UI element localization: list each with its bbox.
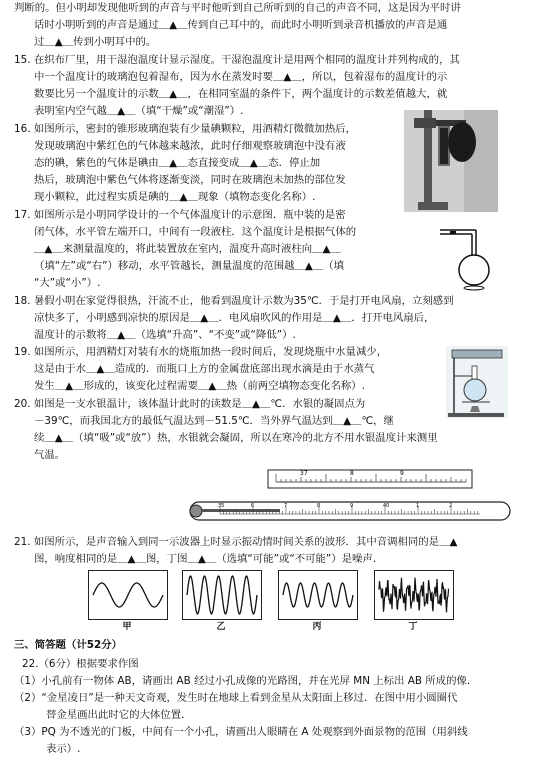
sine-wave-icon: [279, 571, 357, 619]
boiling-flask-figure: [446, 346, 508, 418]
question-21: [14, 534, 536, 568]
q16-line-1: 如图所示，密封的锥形玻璃泡装有少量碘颗粒，用酒精灯微微加热后，: [33, 123, 356, 135]
q17-line-4: （填“左”或“右”）移动，水平管越长，测量温度的范围越＿▲＿（填: [34, 260, 345, 272]
q18-number: 18.: [14, 295, 31, 307]
thermometer-top-label: 9: [400, 470, 404, 477]
question-14: [14, 0, 536, 51]
thermometer-bottom-label: 35: [218, 503, 225, 509]
thermometer-bottom-label: 8: [317, 503, 321, 509]
q17-line-2: 闭气体，水平管左端开口，中间有一段液柱．这个温度计是根据气体的: [34, 226, 357, 238]
q22-item-2: （2）“金星凌日”是一种天文奇观，发生时在地球上看到金星从太阳面上移过．在图中用小圆圈代: [14, 692, 458, 704]
q15-line-3: 数要比另一个温度计的示数＿▲＿，在相同室温的条件下，两个温度计的示数差值越大，就: [34, 88, 448, 100]
sine-wave-icon: [89, 571, 167, 619]
waveform-label-jia: 甲: [122, 622, 132, 632]
q20-line-1: 如图是一支水银温计，该体温计此时的读数是＿▲＿℃．水银的凝固点为: [33, 398, 366, 410]
q20-number: 20.: [14, 398, 31, 410]
waveform-panel-yi: [182, 570, 262, 620]
q14-line-1: 判断的。但小明却发现他听到的声音与平时他听到自己所听到的自己的声音不同，这是因为平时讲: [14, 2, 461, 14]
question-20: [14, 396, 434, 430]
q22-item-3-cont: 表示）.: [46, 743, 81, 755]
q19-line-3: 发生＿▲＿形成的，该变化过程需要＿▲＿热（前两空填物态变化名称）.: [34, 380, 366, 392]
sine-wave-icon: [183, 571, 261, 619]
question-16: [14, 121, 399, 206]
question-18: [14, 293, 536, 344]
q18-line-2: 凉快多了，小明感到凉快的原因是＿▲＿．电风扇吹风的作用是＿▲＿．打开电风扇后，: [34, 312, 435, 324]
thermometer-top-label: 8: [350, 470, 354, 477]
question-19: [14, 344, 434, 395]
q14-line-2: 话时小明听到的声音是通过＿▲＿传到自己耳中的，而此时小明听到录音机播放的声音是通: [34, 19, 448, 31]
noise-wave-icon: [375, 571, 453, 619]
q18-line-1: 暑假小明在家觉得很热，汗流不止，他看到温度计示数为35℃．于是打开电风扇，立刻感到: [33, 295, 454, 307]
flask-icon: [432, 222, 498, 292]
q15-line-4: 表明室内空气越＿▲＿（填“干燥”或“潮湿”）.: [34, 105, 244, 117]
q16-line-4: 热后，玻璃泡中紫色气体将逐渐变淡，同时在玻璃泡未加热的部位发: [34, 174, 346, 186]
clinical-thermometer-figure: [180, 466, 520, 526]
waveform-label-ding: 丁: [408, 622, 418, 632]
question-17: [14, 207, 414, 292]
q21-number: 21.: [14, 536, 31, 548]
q19-line-1: 如图所示，用酒精灯对装有水的烧瓶加热一段时间后，发现烧瓶中水量减少，: [33, 346, 388, 358]
q17-line-1: 如图所示是小明同学设计的一个气体温度计的示意图．瓶中装的是密: [33, 209, 346, 221]
q17-line-5: “大”或“小”）.: [34, 277, 101, 289]
waveform-panel-bing: [278, 570, 358, 620]
q20-line-3: 续＿▲＿（填“吸”或“放”）热，水银就会凝固，所以在寒冷的北方不用水银温度计来测里: [34, 432, 438, 444]
thermometer-bottom-label: 40: [383, 503, 390, 509]
thermometer-top-label: 37: [300, 470, 308, 477]
q16-line-5: 现小颗粒，此过程实质是碘的＿▲＿现象（填物态变化名称）.: [34, 191, 316, 203]
q15-line-2: 中一个温度计的玻璃泡包着湿布，因为水在蒸发时要＿▲＿，所以，包着湿布的温度计的示: [34, 71, 448, 83]
gas-thermometer-figure: [432, 222, 498, 292]
waveform-panel-ding: [374, 570, 454, 620]
q14-line-3: 过＿▲＿传到小明耳中的。: [34, 36, 157, 48]
q19-number: 19.: [14, 346, 31, 358]
q19-line-2: 这是由于水＿▲＿造成的．而瓶口上方的金属盘底部出现水滴是由于水蒸气: [34, 363, 375, 375]
thermometer-bottom-label: 2: [449, 503, 453, 509]
q20-line-4: 气温。: [34, 449, 66, 461]
q22-item-1: （1）小孔前有一物体 AB，请画出 AB 经过小孔成像的光路图，并在光屏 MN 上标出 AB 所成的像.: [14, 675, 471, 687]
q16-line-2: 发现玻璃泡中紫红色的气体越来越浓，此时仔细观察玻璃泡中没有液: [34, 140, 346, 152]
question-22: [14, 656, 536, 758]
iodine-heating-figure: [404, 110, 498, 212]
q22-head: 22.（6分）根据要求作图: [22, 658, 139, 670]
flask-stand-icon: [446, 346, 508, 418]
thermometer-bottom-label: 6: [251, 503, 255, 509]
q18-line-3: 温度计的示数将＿▲＿（选填“升高”、“不变”或“降低”）.: [34, 329, 296, 341]
q16-number: 16.: [14, 123, 31, 135]
thermometer-bottom-label: 9: [350, 503, 354, 509]
waveform-label-bing: 丙: [312, 622, 322, 632]
q15-line-1: 在织布厂里，用干湿泡温度计显示湿度。干湿泡温度计是用两个相同的温度计并列构成的，其: [33, 54, 460, 66]
thermometer-bottom-label: 1: [416, 503, 420, 509]
q21-line-2: 图，响度相同的是＿▲＿图，丁图＿▲＿（选填“可能”或“不可能”）是噪声．: [34, 553, 384, 565]
section-3-title: 三、简答题（计52分）: [14, 639, 122, 651]
waveform-label-yi: 乙: [216, 622, 226, 632]
q16-line-3: 态的碘，紫色的气体是碘由＿▲＿态直接变成＿▲＿态．停止加: [34, 157, 321, 169]
q22-item-2-cont: 替金星画出此时它的大体位置．: [46, 709, 192, 721]
question-20-cont: [14, 430, 536, 464]
q21-line-1: 如图所示，是声音输入到同一示波器上时显示振动情时间关系的波形．其中音调相同的是＿▲: [33, 536, 458, 548]
q17-line-3: ＿▲＿来测量温度的，将此装置放在室内，温度升高时液柱向＿▲＿: [34, 243, 341, 255]
thermometer-icon: [180, 466, 520, 526]
section-3: [14, 637, 536, 654]
thermometer-bottom-label: 7: [284, 503, 288, 509]
waveform-panel-jia: [88, 570, 168, 620]
q15-number: 15.: [14, 54, 31, 66]
q22-item-3: （3）PQ 为不透光的门板，中间有一个小孔，请画出人眼睛在 A 处观察到外面景物的范围（用斜线: [14, 726, 468, 738]
q20-line-2: －39℃，而我国北方的最低气温达到－51.5℃．当外界气温达到＿▲＿℃，继: [34, 415, 394, 427]
iodine-tube-icon: [404, 110, 498, 212]
q17-number: 17.: [14, 209, 31, 221]
